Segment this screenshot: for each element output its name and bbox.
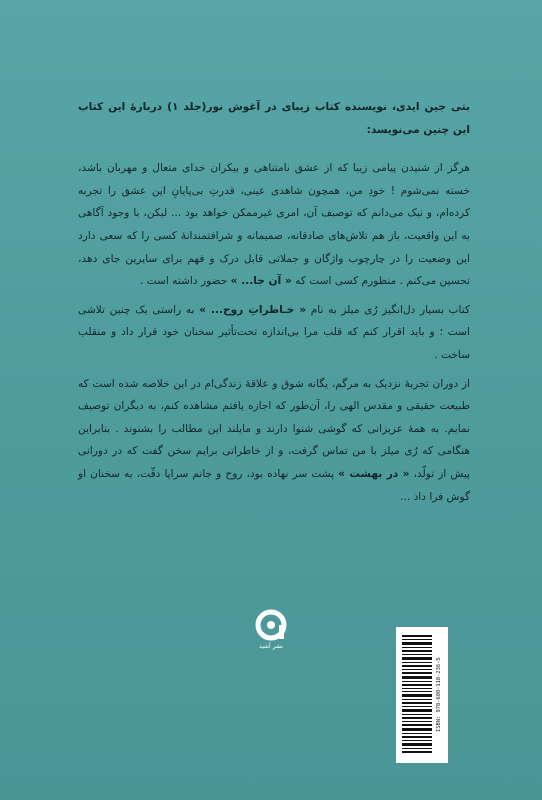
paragraph-2-start: کتاب بسیار دل‌انگیز رُی میلز به نام: [310, 303, 470, 316]
paragraph-3: [78, 373, 470, 509]
publisher-logo-icon: [251, 609, 291, 655]
paragraph-1-end: حضور داشته است .: [139, 275, 228, 288]
publisher-label: نشر آشید: [259, 643, 283, 650]
intro-heading: بتی جین ایدی، نویسنده کتاب زیبای در آغوش نور(جلد ۱) دربارهٔ این کتاب این چنین می‌نویسد:: [78, 101, 470, 136]
paragraph-2: [78, 299, 470, 367]
barcode-bars: [402, 635, 432, 755]
paragraph-1-emphasis: « آن جا... »: [230, 275, 292, 288]
paragraph-3-start: از دوران تجربهٔ نزدیک به مرگم، یگانه شوق و علاقهٔ زندگی‌ام در این خلاصه شده است که طبیعت حقیقی و مقدس الهی را، آن‌طور که اجازه یافتم مشاهده کنم، به دیگران توصیف نمایم. به همهٔ عزیزانی که گوشی شنوا دارند و مایلند این مطالب را بشنوند . بنابراین هنگامی که رُی میلز با من تماس گرفت، و از خاطراتی برایم سخن گفت که در دورانی پیش از تولّد،: [78, 377, 470, 480]
paragraph-2-title: « خـاطراتِ روح... »: [199, 303, 307, 316]
paragraph-2-end: به راستی یک چنین تلاشی است ؛ و باید اقرار کنم که قلب مرا بی‌اندازه تحت‌تأثیر سخنان خود قرار داد و منقلب ساخت .: [78, 303, 470, 361]
isbn-number: ISBN: 978-600-118-236-5: [436, 657, 442, 733]
paragraph-1: [78, 157, 470, 293]
barcode-icon: [396, 627, 448, 763]
paragraph-3-end: پشت سر نهاده بود، روح و جانم سراپا دقّت، به سخنان او گوش فرا داد ...: [78, 467, 470, 503]
paragraph-3-emphasis: « در بهشت »: [338, 467, 410, 480]
blurb-text: [78, 96, 470, 514]
publisher-logo-mark: [251, 609, 291, 645]
paragraph-1-text: هرگز از شنیدن پیامی زیبا که از عشق نامتناهی و بیکران خدای متعال و مهربان باشد، خسته نمی‌شوم ! خودِ من، همچون شاهدی عینی، قدرتِ بی‌پایانِ این عشق را تجربه کرده‌ام، و نیک می‌دانم که توصیف آن، امری غیرممکن خواهد بود ... لیکن، با وجود آگاهی به این واقعیت، باز هم تلاش‌های صادقانه، صمیمانه و شرافتمندانهٔ کسی را که سعی دارد این وضعیت را در چارچوب واژگان و جملاتی قابل درک و فهم برای سایرین جای دهد، تحسین می‌کنم . منظورم کسی است که: [78, 162, 470, 288]
